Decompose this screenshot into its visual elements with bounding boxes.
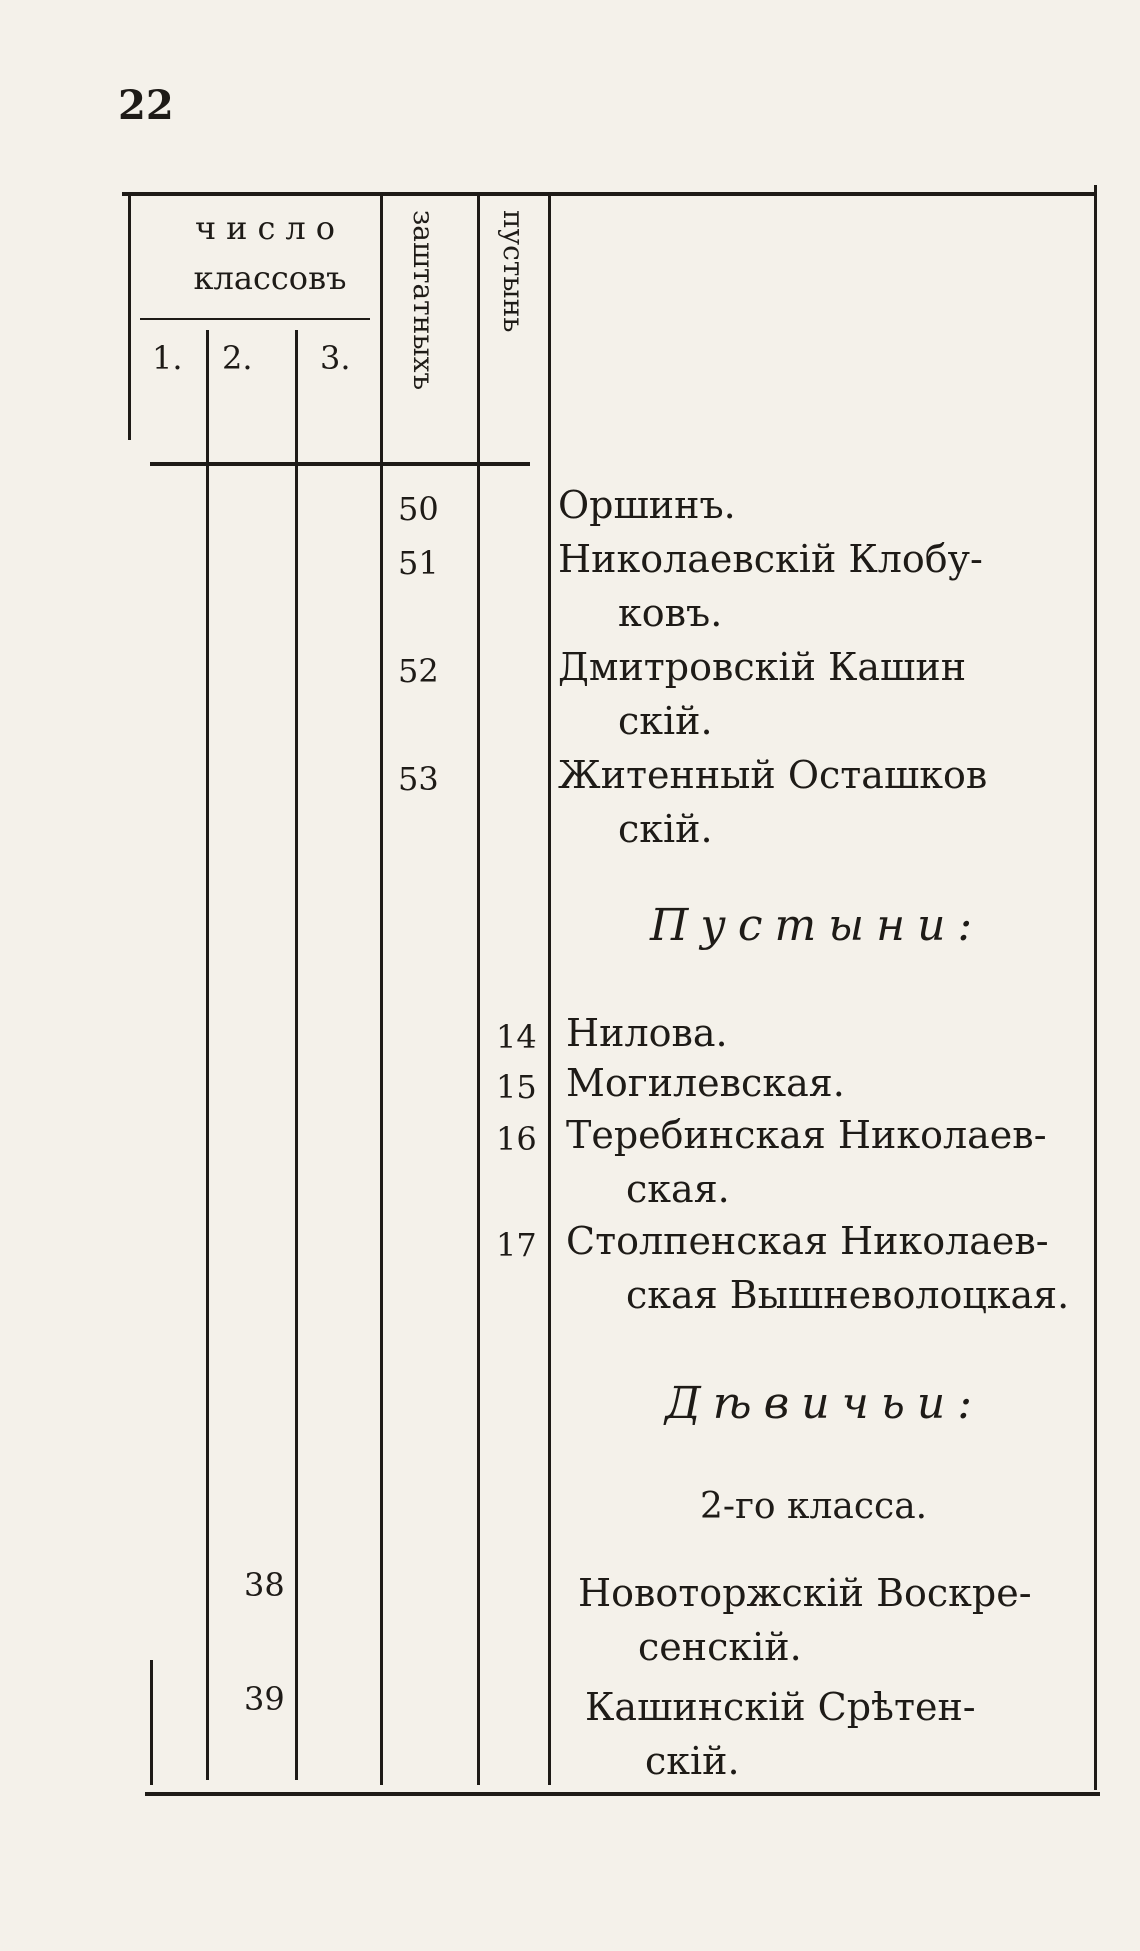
row-name-38-line-1: Новоторжскій Воскре- xyxy=(578,1571,1032,1615)
header-class-1: 1. xyxy=(152,339,183,377)
classes-supernumerary-rule xyxy=(380,195,383,1785)
table-right-rule xyxy=(1094,185,1097,1790)
row-name-17-line-1: Столпенская Николаев- xyxy=(566,1219,1049,1263)
row-name-38 xyxy=(578,1566,1088,1674)
row-name-53 xyxy=(558,748,1078,856)
header-number-of-classes xyxy=(170,209,370,247)
row-name-52-line-1: Дмитровскій Кашин xyxy=(558,645,967,689)
row-number-17: 17 xyxy=(496,1226,537,1264)
row-name-16 xyxy=(566,1108,1086,1216)
row-name-17 xyxy=(566,1214,1086,1322)
class2-class3-rule xyxy=(295,330,298,1780)
row-name-38-line-2: сенскій. xyxy=(638,1625,802,1669)
classes-subheader-rule xyxy=(140,318,370,320)
row-name-16-line-1: Теребинская Николаев- xyxy=(566,1113,1047,1157)
page-number: 22 xyxy=(118,82,174,129)
table-bottom-rule xyxy=(145,1792,1100,1796)
row-name-39 xyxy=(585,1680,1085,1788)
row-number-38: 38 xyxy=(244,1566,285,1604)
row-name-17-line-2: ская Вышневолоцкая. xyxy=(626,1273,1070,1317)
row-number-16: 16 xyxy=(496,1120,537,1158)
row-name-53-line-2: скій. xyxy=(618,807,713,851)
header-class-3: 3. xyxy=(320,339,351,377)
row-name-14 xyxy=(566,1006,1086,1060)
table-top-rule xyxy=(122,192,1094,196)
header-classes-word-wrap xyxy=(165,259,375,297)
section-title-convents: Дѣвичьи: xyxy=(665,1378,985,1429)
table-left-rule xyxy=(128,195,131,440)
row-number-15: 15 xyxy=(496,1068,537,1106)
row-name-53-line-1: Житенный Осташков xyxy=(558,753,988,797)
row-number-52: 52 xyxy=(398,652,439,690)
header-supernumerary: заштатныхъ xyxy=(407,210,440,391)
row-number-14: 14 xyxy=(496,1018,537,1056)
row-number-39: 39 xyxy=(244,1680,285,1718)
row-name-39-line-2: скій. xyxy=(645,1739,740,1783)
row-number-50: 50 xyxy=(398,490,439,528)
row-number-51: 51 xyxy=(398,544,439,582)
row-name-16-line-2: ская. xyxy=(626,1167,730,1211)
class1-class2-rule xyxy=(206,330,209,1780)
row-name-15 xyxy=(566,1056,1086,1110)
header-divider-rule xyxy=(150,462,530,466)
row-number-53: 53 xyxy=(398,760,439,798)
row-name-51-line-2: ковъ. xyxy=(618,591,723,635)
row-name-50 xyxy=(558,478,1078,532)
section-title-hermitages: Пустыни: xyxy=(650,900,985,951)
hermitages-names-rule xyxy=(548,195,551,1785)
row-name-51 xyxy=(558,532,1078,640)
header-class-2: 2. xyxy=(222,339,253,377)
row-name-15-line-1: Могилевская. xyxy=(566,1061,845,1105)
row-name-14-line-1: Нилова. xyxy=(566,1011,728,1055)
header-number-word: число xyxy=(195,209,345,247)
supernumerary-hermitages-rule xyxy=(477,195,480,1785)
row-name-51-line-1: Николаевскій Клобу- xyxy=(558,537,983,581)
table-left-rule-lower xyxy=(150,1660,153,1785)
row-name-39-line-1: Кашинскій Срѣтен- xyxy=(585,1685,976,1729)
row-name-52 xyxy=(558,640,1078,748)
header-classes-word: классовъ xyxy=(193,259,347,297)
subsection-class-2: 2-го класса. xyxy=(700,1486,928,1527)
row-name-52-line-2: скій. xyxy=(618,699,713,743)
row-name-50-line-1: Оршинъ. xyxy=(558,483,736,527)
header-hermitages: пустынь xyxy=(497,210,530,333)
